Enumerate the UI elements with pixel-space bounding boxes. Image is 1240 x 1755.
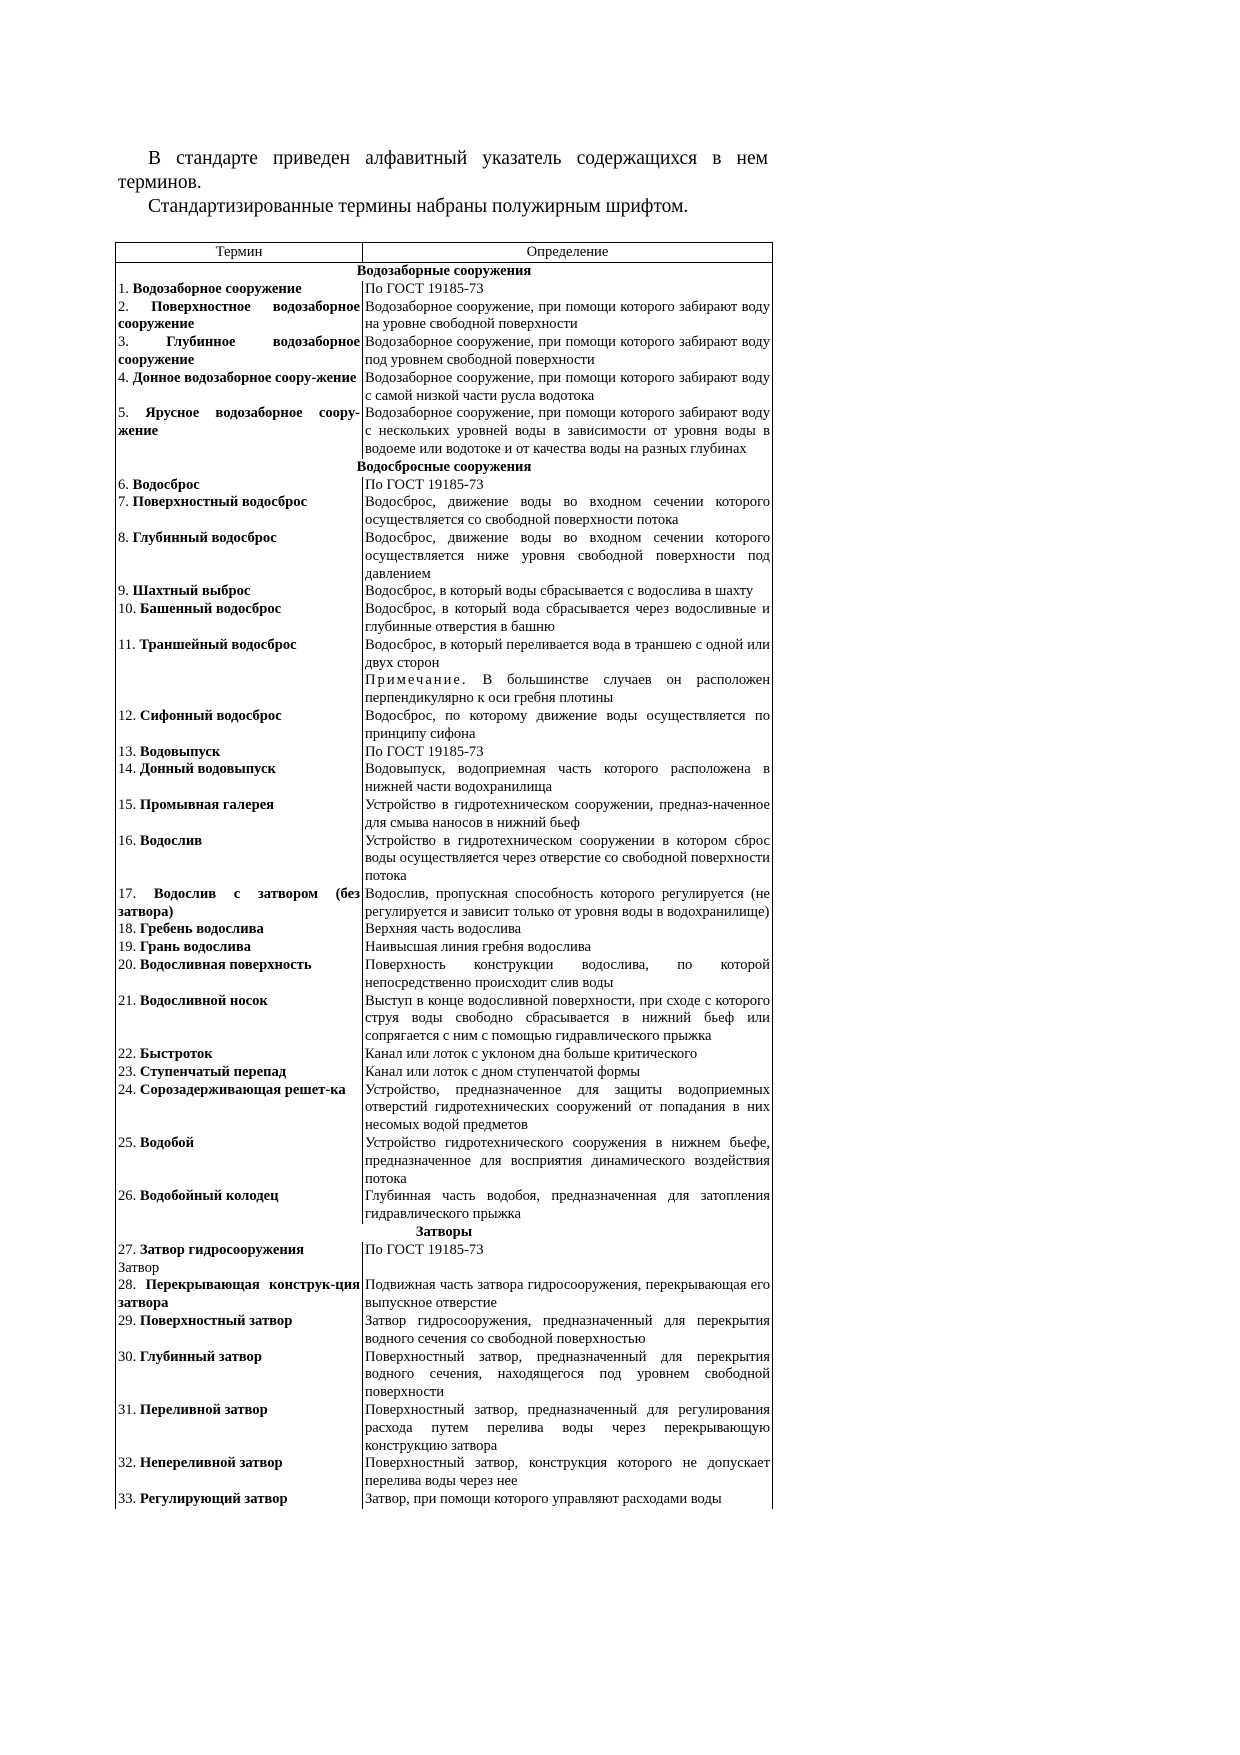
term-cell: [116, 299, 363, 335]
term-name: Водосливная поверхность: [139, 957, 312, 974]
term-cell: [116, 1349, 363, 1402]
term-cell: [116, 957, 363, 993]
term-name: Перекрывающая конструк-ция затвора: [118, 1277, 360, 1312]
definition-cell: [363, 1135, 773, 1188]
term-number: 1.: [118, 280, 129, 297]
table-row: [116, 601, 773, 637]
term-number: 30.: [118, 1348, 137, 1365]
term-name: Сорозадерживающая решет-ка: [139, 1081, 346, 1098]
definition-text: Водозаборное сооружение, при помощи которого забирают воду под уровнем свободной поверхности: [365, 334, 770, 368]
terms-table: [115, 242, 773, 1509]
definition-cell: [363, 761, 773, 797]
table-row: [116, 1402, 773, 1455]
term-number: 22.: [118, 1046, 137, 1063]
definition-cell: [363, 299, 773, 335]
table-row: [116, 405, 773, 458]
term-number: 19.: [118, 939, 137, 956]
term-number: 17.: [118, 885, 137, 902]
term-number: 7.: [118, 494, 129, 511]
term-name: Глубинное водозаборное сооружение: [118, 334, 360, 368]
intro-paragraph-2: Стандартизированные термины набраны полужирным шрифтом.: [148, 196, 689, 217]
definition-cell: [363, 494, 773, 530]
table-row: [116, 637, 773, 708]
table-row: [116, 993, 773, 1046]
table-row: [116, 494, 773, 530]
term-number: 32.: [118, 1455, 137, 1472]
table-body: [116, 263, 773, 1509]
definition-text: Поверхность конструкции водослива, по которой непосредственно происходит слив воды: [365, 957, 770, 991]
definition-cell: [363, 1064, 773, 1082]
definition-text: Верхняя часть водослива: [365, 921, 522, 938]
definition-text: Наивысшая линия гребня водослива: [365, 939, 592, 956]
term-number: 11.: [118, 636, 136, 653]
term-number: 13.: [118, 743, 137, 760]
term-cell: [116, 1277, 363, 1313]
definition-text: Водосброс, по которому движение воды осуществляется по принципу сифона: [365, 707, 770, 742]
table-row: [116, 761, 773, 797]
note-label: Примечание.: [365, 672, 468, 689]
definition-text: Поверхностный затвор, предназначенный для регулирования расхода путем перелива воды через перекрывающую конструкцию затвора: [365, 1402, 770, 1454]
term-name: Водослив: [139, 832, 203, 849]
intro-paragraph-1: В стандарте приведен алфавитный указатель содержащихся в нем терминов.: [118, 148, 768, 193]
table-row: [116, 1491, 773, 1509]
term-cell: [116, 1064, 363, 1082]
term-name: Глубинный водосброс: [132, 529, 277, 546]
term-number: 31.: [118, 1402, 137, 1418]
term-cell: [116, 583, 363, 601]
term-name: Ступенчатый перепад: [139, 1063, 287, 1080]
term-cell: [116, 1455, 363, 1491]
definition-text: Устройство гидротехнического сооружения в нижнем бьефе, предназначенное для восприятия динамического воздействия потока: [365, 1135, 770, 1187]
term-name: Промывная галерея: [139, 796, 275, 813]
term-name: Водосброс: [132, 476, 200, 493]
term-cell: [116, 939, 363, 957]
term-name: Сифонный водосброс: [139, 707, 282, 724]
definition-text: Устройство в гидротехническом сооружении, предназ-наченное для смыва наносов в нижний бьеф: [365, 796, 770, 831]
term-number: 2.: [118, 298, 129, 315]
table-row: [116, 530, 773, 583]
definition-cell: [363, 334, 773, 370]
definition-text: Поверхностный затвор, конструкция которого не допускает перелива воды через нее: [365, 1455, 770, 1490]
table-row: [116, 1188, 773, 1224]
section-heading: Затворы: [116, 1224, 773, 1242]
section-heading: Водозаборные сооружения: [116, 263, 773, 281]
term-name: Водобой: [139, 1135, 195, 1152]
term-name: Поверхностное водозаборное сооружение: [118, 298, 360, 333]
table-row: [116, 939, 773, 957]
table-row: [116, 334, 773, 370]
term-number: 21.: [118, 992, 137, 1009]
table-row: [116, 957, 773, 993]
definition-cell: [363, 797, 773, 833]
term-name: Водосливной носок: [139, 992, 268, 1009]
term-cell: [116, 1313, 363, 1349]
definition-text: Выступ в конце водосливной поверхности, при сходе с которого струя воды свободно сбрасывается в нижний бьеф или сопрягается с ним с помощью гидравлического прыжка: [365, 992, 770, 1045]
term-name: Поверхностный затвор: [139, 1313, 293, 1330]
term-cell: [116, 637, 363, 708]
definition-text: Водозаборное сооружение, при помощи которого забирают воду на уровне свободной поверхности: [365, 298, 770, 333]
term-number: 29.: [118, 1313, 137, 1330]
definition-cell: [363, 1277, 773, 1313]
term-cell: [116, 1082, 363, 1135]
term-cell: [116, 370, 363, 406]
definition-text: Канал или лоток с дном ступенчатой формы: [365, 1063, 641, 1080]
definition-text: Водозаборное сооружение, при помощи которого забирают воду с нескольких уровней воды в зависимости от уровня воды в водоеме или водотоке и от качества воды на разных глубинах: [365, 405, 770, 457]
table-row: [116, 281, 773, 299]
term-cell: [116, 494, 363, 530]
term-cell: [116, 886, 363, 922]
term-name: Переливной затвор: [139, 1402, 268, 1418]
table-row: [116, 583, 773, 601]
definition-cell: [363, 957, 773, 993]
term-name: Грань водослива: [139, 939, 252, 956]
definition-text: Водосброс, в который воды сбрасывается с водослива в шахту: [365, 583, 754, 600]
table-row: [116, 1135, 773, 1188]
term-number: 16.: [118, 832, 137, 849]
term-cell: [116, 761, 363, 797]
term-cell: [116, 921, 363, 939]
term-synonym: Затвор: [118, 1259, 160, 1276]
term-cell: [116, 1188, 363, 1224]
term-cell: [116, 281, 363, 299]
term-name: Регулирующий затвор: [139, 1490, 288, 1507]
term-number: 33.: [118, 1490, 137, 1507]
table-row: [116, 1082, 773, 1135]
table-row: [116, 886, 773, 922]
term-cell: [116, 993, 363, 1046]
term-number: 24.: [118, 1081, 137, 1098]
intro-text: [118, 147, 768, 219]
table-row: [116, 1046, 773, 1064]
table-row: [116, 1064, 773, 1082]
term-name: Затвор гидросооружения: [139, 1241, 305, 1258]
term-name: Быстроток: [139, 1046, 213, 1063]
term-name: Траншейный водосброс: [139, 636, 297, 653]
term-number: 15.: [118, 796, 137, 813]
table-header-row: [116, 243, 773, 263]
table-row: [116, 1313, 773, 1349]
term-name: Непереливной затвор: [139, 1455, 283, 1472]
term-name: Глубинный затвор: [139, 1348, 262, 1365]
definition-text: Устройство в гидротехническом сооружении в котором сброс воды осуществляется через отверстие со свободной поверхности потока: [365, 832, 770, 885]
definition-cell: [363, 1491, 773, 1509]
term-number: 8.: [118, 529, 129, 546]
definition-cell: [363, 1349, 773, 1402]
term-cell: [116, 1242, 363, 1278]
definition-text: Подвижная часть затвора гидросооружения, перекрывающая его выпускное отверстие: [365, 1277, 770, 1312]
term-cell: [116, 601, 363, 637]
definition-text: По ГОСТ 19185-73: [365, 476, 484, 493]
table-row: [116, 1277, 773, 1313]
table-row: [116, 833, 773, 886]
definition-cell: [363, 477, 773, 495]
definition-cell: [363, 583, 773, 601]
definition-cell: [363, 744, 773, 762]
term-number: 20.: [118, 957, 137, 974]
definition-text: Водосброс, в который вода сбрасывается через водосливные и глубинные отверстия в башню: [365, 601, 770, 635]
definition-text: Водосброс, движение воды во входном сечении которого осуществляется со свободной поверхности потока: [365, 494, 770, 529]
definition-text: По ГОСТ 19185-73: [365, 1241, 484, 1258]
definition-text: Водосброс, в который переливается вода в траншею с одной или двух сторон: [365, 636, 770, 671]
definition-text: По ГОСТ 19185-73: [365, 743, 484, 760]
header-definition: Определение: [363, 243, 773, 263]
definition-cell: [363, 1455, 773, 1491]
term-number: 4.: [118, 369, 129, 386]
term-cell: [116, 334, 363, 370]
definition-cell: [363, 1082, 773, 1135]
table-row: [116, 1242, 773, 1278]
term-cell: [116, 708, 363, 744]
term-number: 18.: [118, 921, 137, 938]
term-name: Поверхностный водосброс: [132, 494, 308, 511]
term-number: 9.: [118, 583, 129, 600]
table-row: [116, 797, 773, 833]
definition-cell: [363, 601, 773, 637]
term-cell: [116, 1402, 363, 1455]
definition-cell: [363, 921, 773, 939]
term-name: Гребень водослива: [139, 921, 264, 938]
table-row: [116, 744, 773, 762]
definition-cell: [363, 405, 773, 458]
table-row: [116, 921, 773, 939]
definition-cell: [363, 1313, 773, 1349]
definition-cell: [363, 886, 773, 922]
section-row: [116, 263, 773, 281]
section-row: [116, 459, 773, 477]
definition-cell: [363, 281, 773, 299]
definition-cell: [363, 637, 773, 708]
table-row: [116, 299, 773, 335]
term-name: Водослив с затвором (без затвора): [118, 885, 360, 920]
term-name: Ярусное водозаборное соору-жение: [118, 405, 360, 440]
term-name: Водобойный колодец: [139, 1188, 279, 1205]
term-cell: [116, 1491, 363, 1509]
term-cell: [116, 744, 363, 762]
table-row: [116, 1455, 773, 1491]
term-number: 10.: [118, 601, 137, 618]
definition-text: Затвор гидросооружения, предназначенный для перекрытия водного сечения со свободной поверхностью: [365, 1313, 770, 1347]
term-name: Водовыпуск: [139, 743, 221, 760]
term-number: 26.: [118, 1188, 137, 1205]
term-cell: [116, 405, 363, 458]
table-row: [116, 477, 773, 495]
table-row: [116, 370, 773, 406]
term-number: 25.: [118, 1135, 137, 1152]
term-name: Шахтный выброс: [132, 583, 251, 600]
term-number: 23.: [118, 1063, 137, 1080]
table-row: [116, 1349, 773, 1402]
definition-text: Водослив, пропускная способность которого регулируется (не регулируется и зависит только от уровня воды в водохранилище): [365, 885, 770, 920]
section-row: [116, 1224, 773, 1242]
term-number: 27.: [118, 1241, 137, 1258]
term-cell: [116, 1135, 363, 1188]
definition-cell: [363, 370, 773, 406]
term-cell: [116, 530, 363, 583]
term-number: 12.: [118, 707, 137, 724]
term-name: Донный водовыпуск: [139, 761, 276, 778]
definition-text: Водосброс, движение воды во входном сечении которого осуществляется ниже уровня свободной поверхности под давлением: [365, 529, 770, 582]
term-number: 3.: [118, 334, 129, 351]
definition-cell: [363, 1046, 773, 1064]
definition-text: Глубинная часть водобоя, предназначенная для затопления гидравлического прыжка: [365, 1188, 770, 1223]
term-name: Башенный водосброс: [139, 601, 282, 618]
term-cell: [116, 797, 363, 833]
definition-text: Водозаборное сооружение, при помощи которого забирают воду с самой низкой части русла водотока: [365, 369, 770, 404]
definition-text: По ГОСТ 19185-73: [365, 280, 484, 297]
header-term: Термин: [116, 243, 363, 263]
definition-text: Поверхностный затвор, предназначенный для перекрытия водного сечения, находящегося под уровнем свободной поверхности: [365, 1348, 770, 1401]
note-text: В большинстве случаев он расположен перпендикулярно к оси гребня плотины: [365, 672, 770, 707]
term-number: 14.: [118, 761, 137, 778]
definition-cell: [363, 993, 773, 1046]
definition-text: Водовыпуск, водоприемная часть которого расположена в нижней части водохранилища: [365, 761, 770, 796]
definition-cell: [363, 1402, 773, 1455]
definition-cell: [363, 1242, 773, 1278]
definition-text: Затвор, при помощи которого управляют расходами воды: [365, 1490, 722, 1507]
definition-cell: [363, 708, 773, 744]
table-row: [116, 708, 773, 744]
term-number: 28.: [118, 1277, 137, 1294]
definition-cell: [363, 939, 773, 957]
term-cell: [116, 833, 363, 886]
definition-text: Устройство, предназначенное для защиты водоприемных отверстий гидротехнических сооружений от попадания в них несомых водой предметов: [365, 1081, 770, 1134]
term-cell: [116, 1046, 363, 1064]
term-number: 5.: [118, 405, 129, 422]
term-name: Водозаборное сооружение: [132, 280, 302, 297]
definition-cell: [363, 530, 773, 583]
section-heading: Водосбросные сооружения: [116, 459, 773, 477]
term-number: 6.: [118, 476, 129, 493]
definition-cell: [363, 833, 773, 886]
definition-text: Канал или лоток с уклоном дна больше критического: [365, 1046, 698, 1063]
term-cell: [116, 477, 363, 495]
term-name: Донное водозаборное соору-жение: [132, 369, 357, 386]
definition-cell: [363, 1188, 773, 1224]
